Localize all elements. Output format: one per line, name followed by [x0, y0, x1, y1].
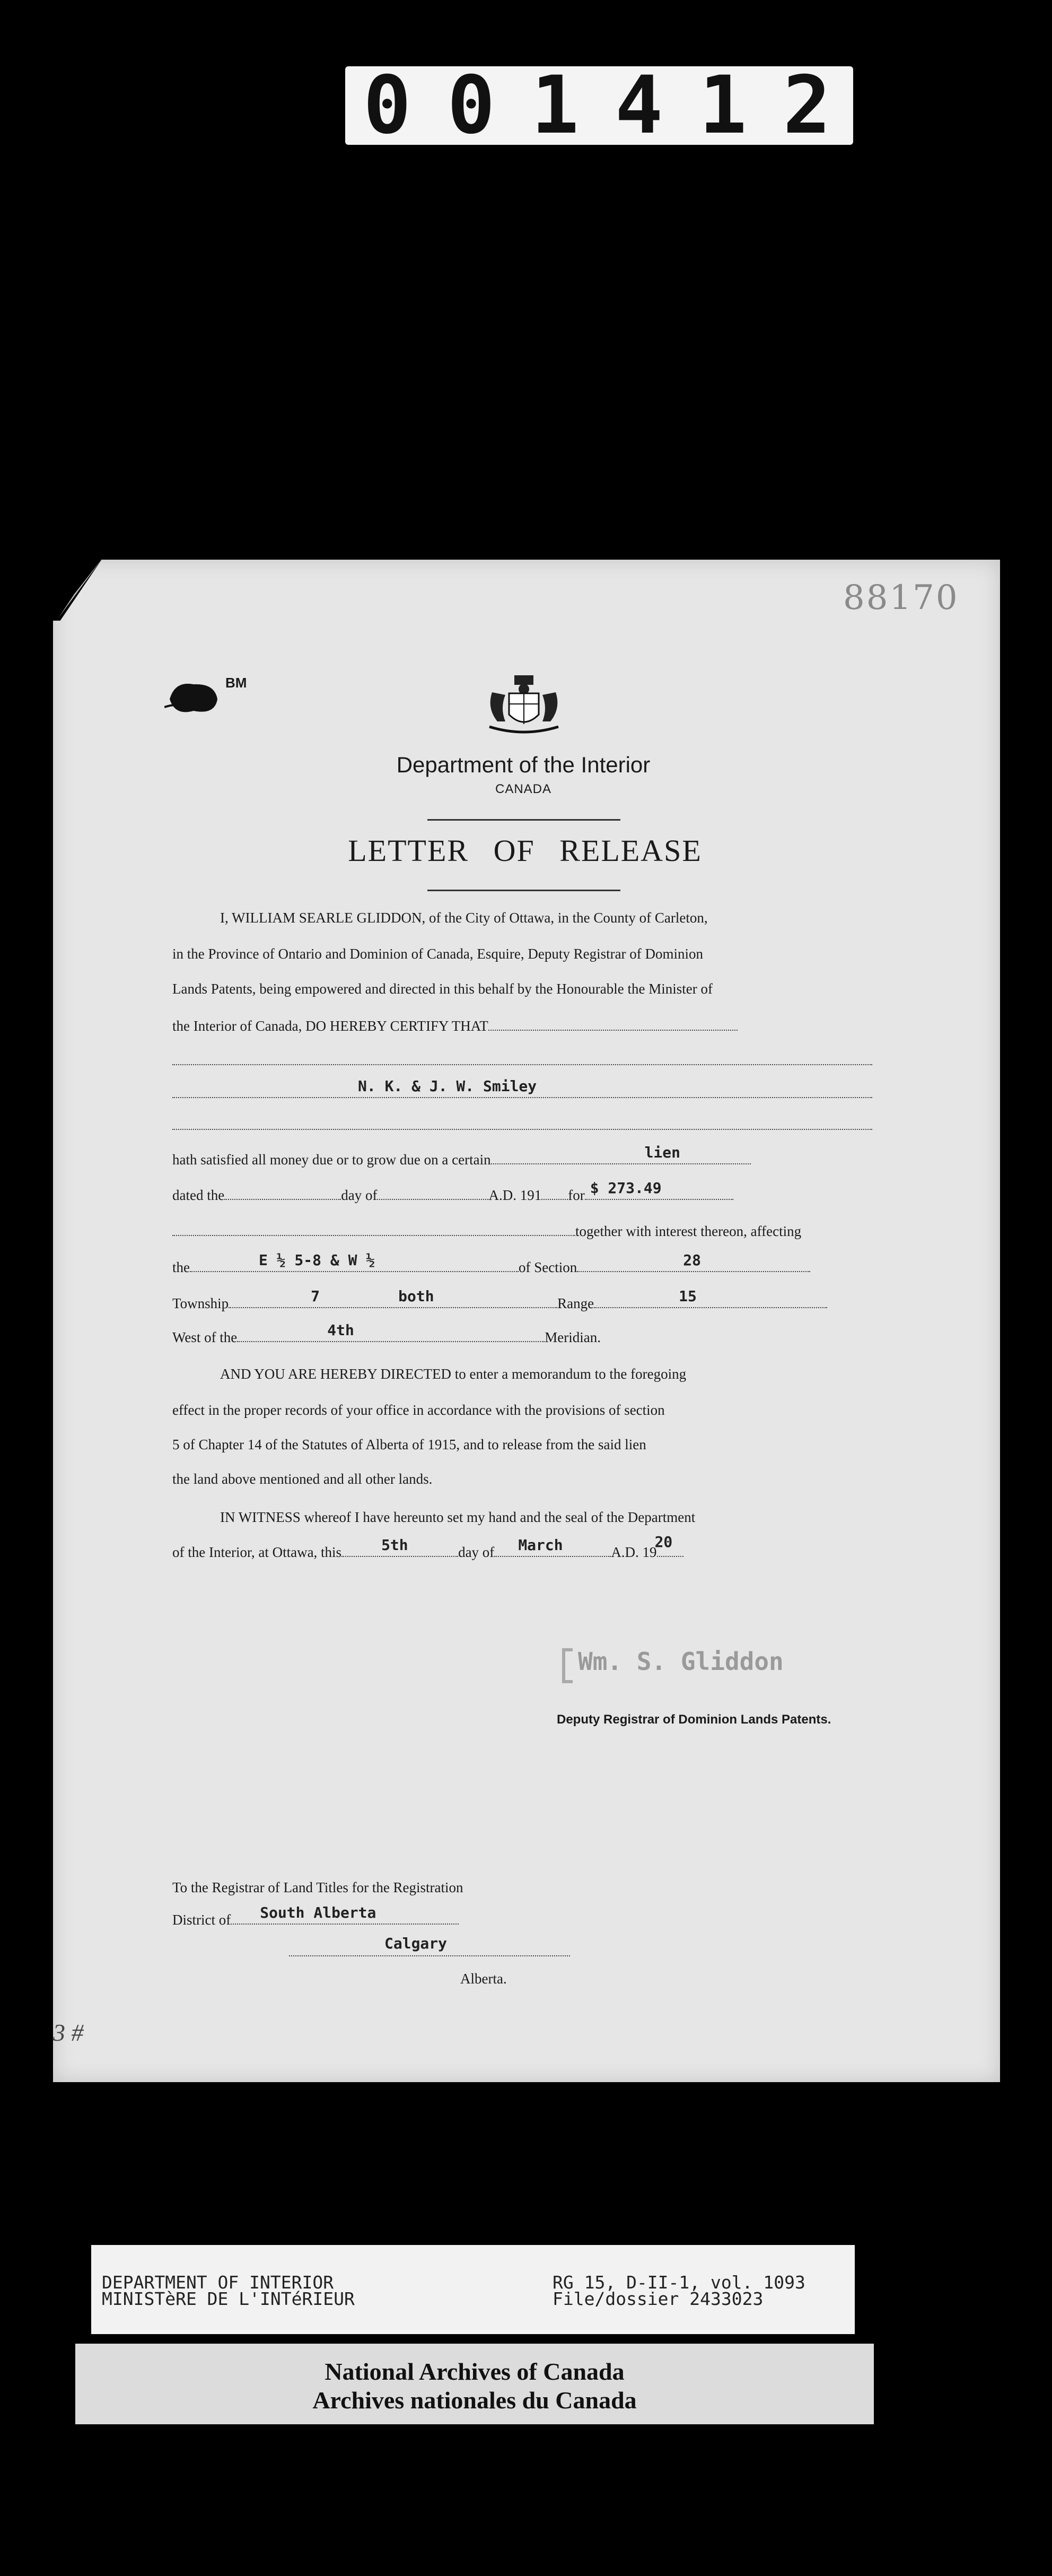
witness-day: 5th	[381, 1536, 408, 1554]
dotted-blank	[341, 1536, 458, 1557]
signatory-title: Deputy Registrar of Dominion Lands Patents.	[557, 1712, 831, 1727]
divider	[427, 890, 620, 891]
hath-line	[172, 1144, 872, 1169]
range-number: 15	[679, 1287, 697, 1305]
addressee-line: To the Registrar of Land Titles for the Registration	[172, 1879, 463, 1895]
archives-name-en: National Archives of Canada	[325, 2358, 625, 2385]
dept-fr: MINISTèRE DE L'INTéRIEUR	[102, 2288, 355, 2309]
city-line	[289, 1935, 989, 1961]
blank-line	[172, 1049, 872, 1070]
file-number: 88170	[843, 578, 959, 617]
body-line: IN WITNESS whereof I have hereunto set my hand and the seal of the Department	[220, 1509, 696, 1525]
body-line: the land above mentioned and all other lands.	[172, 1471, 433, 1487]
together-line	[172, 1220, 872, 1241]
body-line	[172, 1015, 872, 1035]
body-text: of the Interior, at Ottawa, this	[172, 1544, 342, 1560]
archives-label	[75, 2344, 874, 2424]
file-reference: File/dossier 2433023	[553, 2288, 764, 2309]
dotted-blank	[172, 1049, 872, 1065]
district-line	[172, 1904, 872, 1929]
body-text: dated the	[172, 1187, 225, 1203]
body-text: Meridian.	[545, 1329, 601, 1345]
meridian-number: 4th	[327, 1321, 354, 1339]
body-text: hath satisfied all money due or to grow due on a certain	[172, 1152, 491, 1168]
dotted-blank	[488, 1015, 738, 1031]
witness-line	[172, 1533, 872, 1562]
dotted-blank	[594, 1287, 827, 1308]
dotted-blank	[237, 1321, 545, 1342]
dotted-blank	[172, 1220, 575, 1236]
divider	[427, 819, 620, 821]
folded-corner	[53, 557, 117, 621]
signature-stamp: Wm. S. Gliddon	[578, 1647, 784, 1676]
dotted-blank	[577, 1251, 810, 1272]
body-line: Lands Patents, being empowered and directed in this behalf by the Honourable the Minister of	[172, 981, 713, 997]
township-line	[172, 1287, 872, 1313]
dotted-blank	[224, 1184, 341, 1200]
dotted-blank	[377, 1184, 488, 1200]
body-line: 5 of Chapter 14 of the Statutes of Alberta of 1915, and to release from the said lien	[172, 1437, 646, 1452]
body-text: for	[568, 1187, 585, 1203]
body-text: together with interest thereon, affecting	[575, 1223, 802, 1239]
body-line: AND YOU ARE HEREBY DIRECTED to enter a memorandum to the foregoing	[220, 1366, 687, 1382]
dotted-blank	[190, 1251, 519, 1272]
dotted-blank	[541, 1184, 568, 1200]
bm-mark: BM	[225, 675, 247, 691]
archives-name-fr: Archives nationales du Canada	[312, 2387, 637, 2414]
blank-line	[172, 1114, 872, 1135]
land-part: E ½ 5-8 & W ½	[259, 1251, 375, 1269]
dotted-blank	[231, 1904, 459, 1925]
dotted-blank	[172, 1114, 872, 1130]
grantee-line	[172, 1077, 872, 1103]
handwritten-note: 3 #	[53, 2019, 84, 2046]
body-text: A.D. 191	[488, 1187, 542, 1203]
province-line: Alberta.	[460, 1971, 507, 1987]
body-text: West of the	[172, 1329, 238, 1345]
dotted-blank	[289, 1935, 570, 1956]
encumbrance-type: lien	[644, 1144, 681, 1161]
meridian-line	[172, 1321, 872, 1347]
body-text: the	[172, 1259, 190, 1275]
department-heading: Department of the Interior	[396, 752, 651, 777]
city-name: Calgary	[384, 1935, 448, 1952]
dotted-blank	[491, 1144, 751, 1164]
body-text: the Interior of Canada, DO HEREBY CERTIFY THAT	[172, 1018, 488, 1034]
body-line: I, WILLIAM SEARLE GLIDDON, of the City of Ottawa, in the County of Carleton,	[220, 910, 708, 926]
body-text: day of	[341, 1187, 378, 1203]
body-text: Township	[172, 1295, 229, 1311]
document-title: LETTER OF RELEASE	[348, 833, 702, 868]
dept-en: DEPARTMENT OF INTERIOR	[102, 2272, 334, 2293]
record-group: RG 15, D-II-1, vol. 1093	[553, 2272, 805, 2293]
coat-of-arms-icon	[481, 671, 566, 737]
witness-year: 20	[654, 1533, 673, 1551]
ink-blot	[164, 678, 223, 718]
grantee-name: N. K. & J. W. Smiley	[358, 1077, 537, 1095]
amount: $ 273.49	[590, 1179, 662, 1197]
body-text: of Section	[519, 1259, 577, 1275]
stamp-bracket	[559, 1647, 575, 1684]
land-line	[172, 1251, 872, 1277]
district-name: South Alberta	[260, 1904, 376, 1921]
township-number: 7	[311, 1287, 320, 1305]
reference-label	[91, 2245, 855, 2334]
body-text: day of	[458, 1544, 495, 1560]
dotted-blank	[229, 1287, 557, 1308]
witness-month: March	[518, 1536, 563, 1554]
dotted-blank	[494, 1536, 611, 1557]
body-text: District of	[172, 1912, 231, 1928]
country-heading: CANADA	[495, 782, 552, 796]
body-text: A.D. 19	[611, 1544, 657, 1560]
dotted-blank	[172, 1077, 872, 1098]
frame-number: 001412	[345, 66, 853, 145]
body-text: Range	[557, 1295, 594, 1311]
dated-line	[172, 1179, 872, 1205]
dotted-blank	[654, 1533, 683, 1557]
section-number: 28	[683, 1251, 701, 1269]
both-note: both	[398, 1287, 434, 1305]
body-line: in the Province of Ontario and Dominion of Canada, Esquire, Deputy Registrar of Dominion	[172, 946, 704, 962]
dotted-blank	[585, 1179, 733, 1200]
body-line: effect in the proper records of your office in accordance with the provisions of section	[172, 1402, 665, 1418]
